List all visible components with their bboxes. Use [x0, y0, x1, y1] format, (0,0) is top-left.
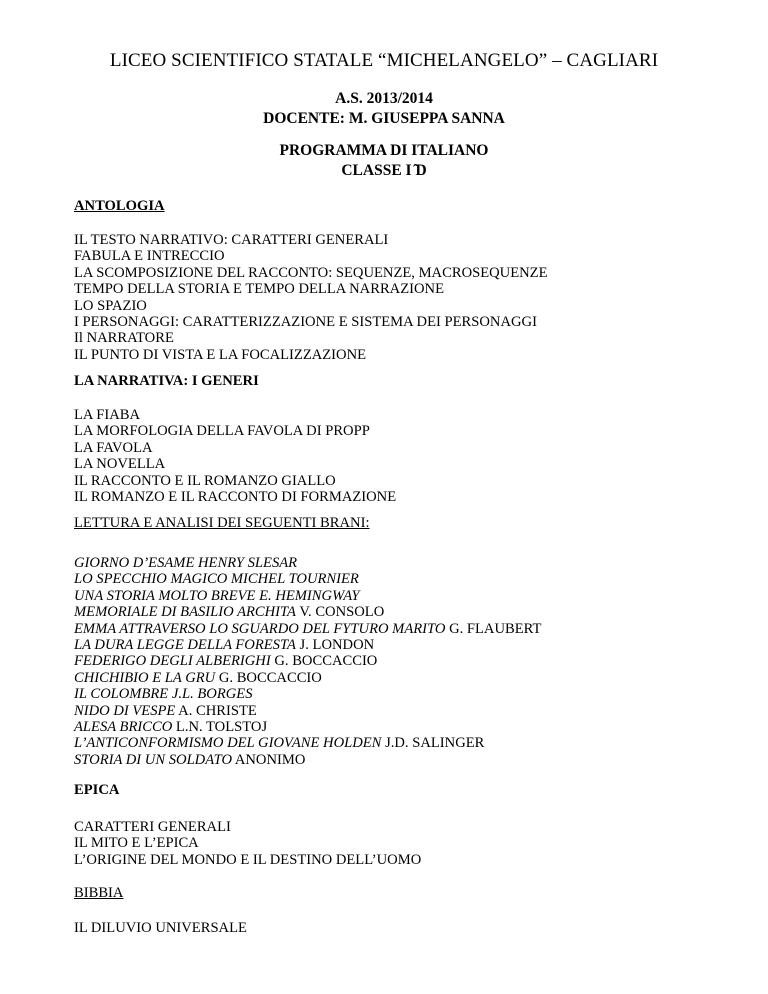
reading-title: MEMORIALE DI BASILIO ARCHITA [74, 604, 296, 621]
reading-item [74, 686, 748, 702]
list-item: IL RACCONTO E IL ROMANZO GIALLO [74, 472, 336, 489]
reading-title: NIDO DI VESPE [74, 702, 176, 719]
reading-author: G. BOCCACCIO [270, 653, 378, 670]
list-item: LA NOVELLA [74, 456, 166, 473]
list-item: IL PUNTO DI VISTA E LA FOCALIZZAZIONE [74, 346, 367, 363]
reading-item [74, 555, 748, 571]
teacher-name: DOCENTE: M. GIUSEPPA SANNA [263, 110, 505, 127]
reading-title: EMMA ATTRAVERSO LO SGUARDO DEL FYTURO MARITO [74, 620, 446, 637]
reading-author: G. BOCCACCIO [215, 669, 322, 686]
list-item: IL MITO E L’EPICA [74, 835, 199, 852]
list-item: Il NARRATORE [74, 330, 174, 347]
reading-item [74, 703, 748, 719]
list-item: LA FAVOLA [74, 439, 153, 456]
epica-heading-block [74, 782, 748, 798]
list-item: LA SCOMPOSIZIONE DEL RACCONTO: SEQUENZE, MACROSEQUENZE [74, 264, 548, 281]
reading-item [74, 735, 748, 751]
reading-title: LA DURA LEGGE DELLA FORESTA [74, 637, 296, 654]
list-item: TEMPO DELLA STORIA E TEMPO DELLA NARRAZIONE [74, 281, 444, 298]
list-item: FABULA E INTRECCIO [74, 248, 225, 265]
school-name: LICEO SCIENTIFICO STATALE “MICHELANGELO” – CAGLIARI [109, 50, 659, 71]
section-heading-narrativa: LA NARRATIVA: I GENERI [74, 373, 259, 389]
bibbia-heading-block [74, 885, 748, 901]
reading-title: STORIA DI UN SOLDATO [74, 751, 232, 768]
section-heading-epica: EPICA [74, 782, 120, 798]
reading-item [74, 752, 748, 768]
class-name: CLASSE I ̂D [341, 162, 427, 179]
epica-list [74, 819, 748, 868]
list-item: IL DILUVIO UNIVERSALE [74, 920, 247, 936]
reading-author: J. LONDON [295, 637, 375, 654]
header-info [0, 89, 768, 129]
reading-item [74, 571, 748, 587]
reading-title: IL COLOMBRE J.L. BORGES [74, 686, 253, 703]
reading-item [74, 604, 748, 620]
reading-author: L.N. TOLSTOJ [172, 719, 268, 736]
reading-item [74, 653, 748, 669]
list-item: LO SPAZIO [74, 297, 147, 314]
reading-title: CHICHIBIO E LA GRU [74, 669, 216, 686]
reading-author: ANONIMO [232, 751, 306, 768]
list-item: IL TESTO NARRATIVO: CARATTERI GENERALI [74, 232, 389, 248]
reading-author: G. FLAUBERT [445, 620, 542, 637]
reading-title: GIORNO D’ESAME HENRY SLESAR [74, 555, 298, 571]
narrativa-list [74, 407, 748, 505]
reading-author: V. CONSOLO [295, 604, 385, 621]
reading-author: J.D. SALINGER [381, 735, 485, 752]
reading-title: LO SPECCHIO MAGICO MICHEL TOURNIER [74, 571, 359, 588]
reading-title: UNA STORIA MOLTO BREVE E. HEMINGWAY [74, 587, 360, 604]
program-title: PROGRAMMA DI ITALIANO [279, 142, 489, 159]
list-item: L’ORIGINE DEL MONDO E IL DESTINO DELL’UOMO [74, 851, 422, 868]
section-heading-antologia: ANTOLOGIA [74, 198, 165, 214]
list-item: LA FIABA [74, 407, 141, 423]
program-title-block [0, 141, 768, 181]
reading-author: A. CHRISTE [175, 702, 257, 719]
reading-item [74, 588, 748, 604]
bibbia-list [74, 920, 748, 936]
antologia-heading-block [74, 198, 748, 214]
narrativa-heading-block [74, 373, 748, 389]
reading-item [74, 621, 748, 637]
list-item: I PERSONAGGI: CARATTERIZZAZIONE E SISTEMA DEI PERSONAGGI [74, 314, 537, 331]
reading-item [74, 670, 748, 686]
reading-title: L’ANTICONFORMISMO DEL GIOVANE HOLDEN [74, 735, 382, 752]
section-heading-letture: LETTURA E ANALISI DEI SEGUENTI BRANI: [74, 515, 370, 531]
letture-list [74, 555, 748, 768]
letture-heading-block [74, 515, 748, 531]
reading-item [74, 719, 748, 735]
reading-item [74, 637, 748, 653]
antologia-list [74, 232, 748, 363]
reading-title: FEDERIGO DEGLI ALBERIGHI [74, 653, 271, 670]
list-item: IL ROMANZO E IL RACCONTO DI FORMAZIONE [74, 489, 397, 506]
reading-title: ALESA BRICCO [74, 719, 173, 736]
school-year: A.S. 2013/2014 [335, 90, 433, 107]
section-heading-bibbia: BIBBIA [74, 885, 124, 901]
list-item: CARATTERI GENERALI [74, 819, 231, 835]
list-item: LA MORFOLOGIA DELLA FAVOLA DI PROPP [74, 423, 370, 440]
